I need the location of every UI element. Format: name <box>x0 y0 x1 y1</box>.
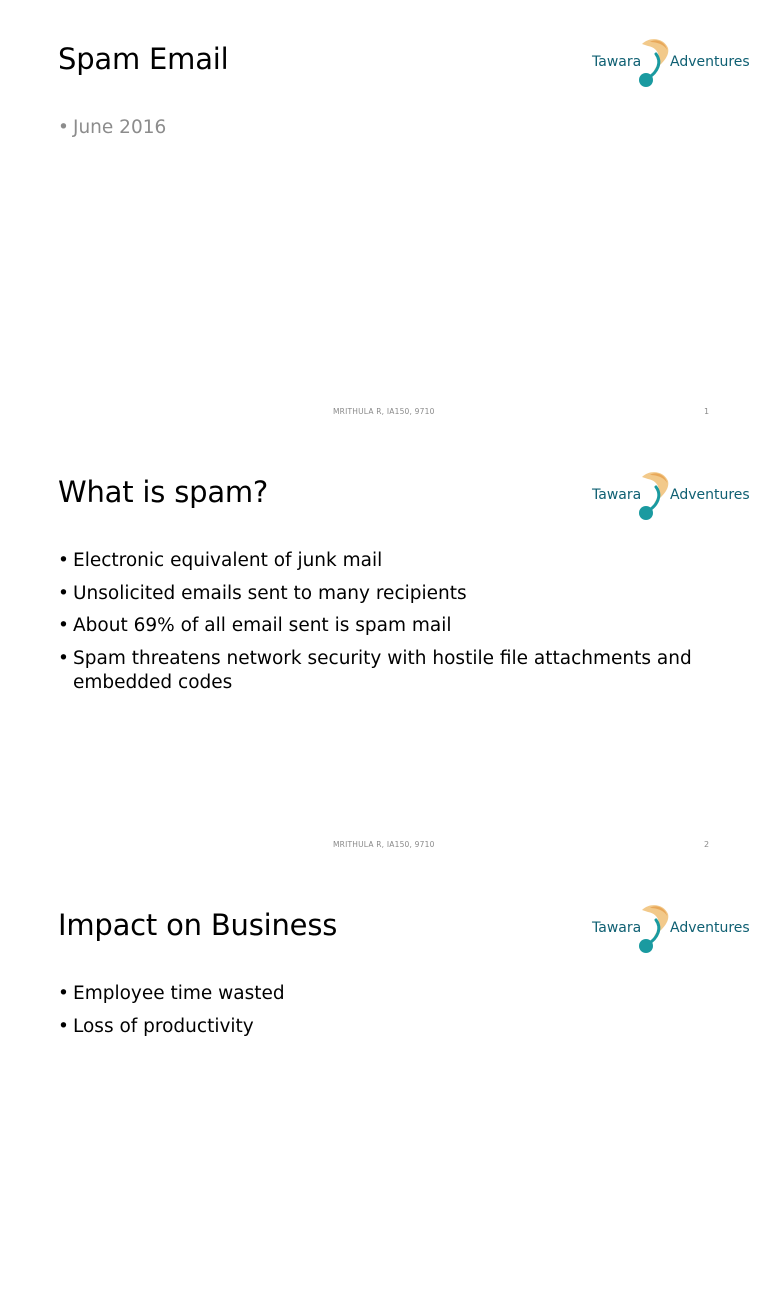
logo-word-adventures: Adventures <box>670 920 750 936</box>
slide-2 <box>0 433 768 866</box>
logo-word-tawara: Tawara <box>592 54 642 70</box>
list-item: • About 69% of all email sent is spam mail <box>58 614 708 638</box>
slide-number: 1 <box>704 407 710 416</box>
slide-footer: MRITHULA R, IA150, 9710 <box>333 407 435 416</box>
list-item: • Unsolicited emails sent to many recipients <box>58 582 708 606</box>
slide-number: 2 <box>704 840 710 849</box>
tawara-adventures-logo <box>590 467 750 525</box>
bullet-list <box>58 116 708 149</box>
tawara-adventures-logo <box>590 34 750 92</box>
slide-3 <box>0 866 768 1299</box>
logo-word-adventures: Adventures <box>670 487 750 503</box>
slide-title: What is spam? <box>58 475 269 509</box>
logo-word-tawara: Tawara <box>592 920 642 936</box>
list-item: • Spam threatens network security with hostile file attachments and embedded codes <box>58 647 708 695</box>
list-item: • Loss of productivity <box>58 1015 708 1039</box>
tawara-adventures-logo <box>590 900 750 958</box>
logo-word-adventures: Adventures <box>670 54 750 70</box>
list-item: • Employee time wasted <box>58 982 708 1006</box>
slide-footer: MRITHULA R, IA150, 9710 <box>333 840 435 849</box>
list-item: • June 2016 <box>58 116 708 140</box>
logo-word-tawara: Tawara <box>592 487 642 503</box>
slide-title: Impact on Business <box>58 908 338 942</box>
list-item: • Electronic equivalent of junk mail <box>58 549 708 573</box>
slide-1 <box>0 0 768 433</box>
slide-title: Spam Email <box>58 42 229 76</box>
bullet-list <box>58 549 708 703</box>
bullet-list <box>58 982 708 1047</box>
